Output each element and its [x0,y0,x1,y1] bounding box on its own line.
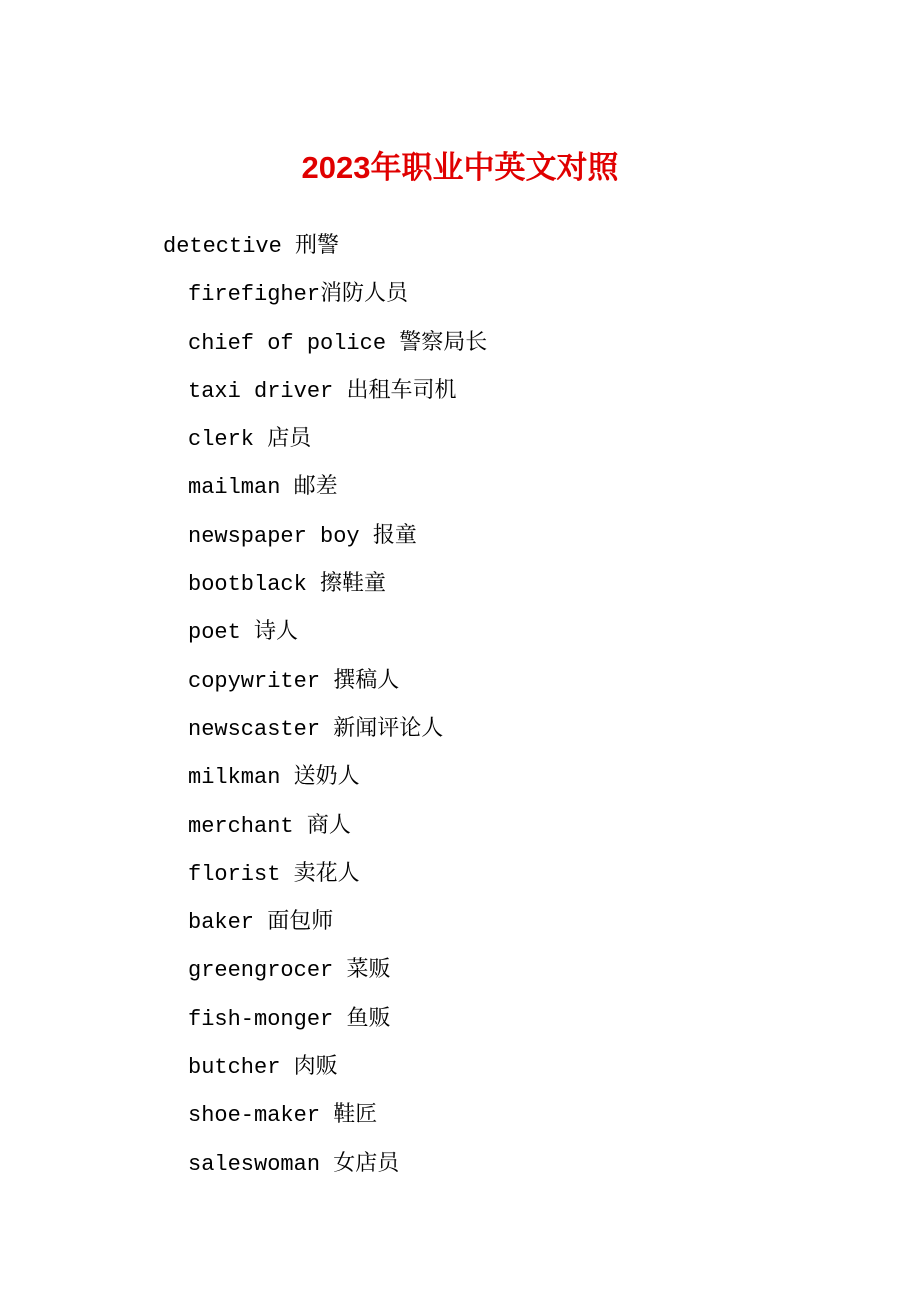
list-item [0,1144,920,1192]
english-term: taxi driver [188,378,347,404]
chinese-term: 出租车司机 [346,377,457,403]
chinese-term: 鞋匠 [333,1102,378,1128]
list-item [0,564,920,612]
chinese-term: 女店员 [333,1150,400,1176]
chinese-term: 报童 [372,522,417,548]
list-item [0,226,920,274]
chinese-term: 消防人员 [320,281,409,307]
chinese-term: 送奶人 [293,764,360,790]
english-term: mailman [188,475,294,501]
english-term: bootblack [188,572,321,598]
list-item [0,419,920,467]
list-item [0,999,920,1047]
list-item [0,323,920,371]
english-term: newscaster [188,716,334,742]
english-term: saleswoman [188,1151,334,1177]
english-term: poet [188,620,255,646]
list-item [0,757,920,805]
list-item [0,371,920,419]
english-term: detective [163,234,296,259]
chinese-term: 菜贩 [346,957,391,983]
chinese-term: 警察局长 [399,329,488,355]
english-term: baker [188,910,268,936]
list-item [0,806,920,854]
list-item [0,467,920,515]
list-item [0,661,920,709]
list-item [0,1095,920,1143]
chinese-term: 诗人 [254,619,299,645]
list-item [0,854,920,902]
chinese-term: 撰稿人 [333,667,400,693]
english-term: copywriter [188,668,334,694]
chinese-term: 擦鞋童 [320,571,387,597]
english-term: fish-monger [188,1006,347,1032]
list-item [0,274,920,322]
english-term: clerk [188,427,268,453]
english-term: firefigher [188,282,321,308]
english-term: butcher [188,1055,294,1081]
list-item [0,516,920,564]
list-item [0,1047,920,1095]
english-term: chief of police [188,330,400,356]
chinese-term: 商人 [306,812,351,838]
chinese-term: 肉贩 [293,1054,338,1080]
chinese-term: 卖花人 [293,860,360,886]
list-item [0,709,920,757]
chinese-term: 鱼贩 [346,1005,391,1031]
chinese-term: 刑警 [295,233,340,258]
english-term: milkman [188,765,294,791]
list-item [0,612,920,660]
chinese-term: 店员 [267,426,312,452]
list-item [0,950,920,998]
occupation-list [0,226,920,1192]
chinese-term: 邮差 [293,474,338,500]
english-term: merchant [188,813,307,839]
english-term: greengrocer [188,958,347,984]
english-term: florist [188,861,294,887]
english-term: newspaper boy [188,523,373,549]
chinese-term: 面包师 [267,909,334,935]
list-item [0,902,920,950]
english-term: shoe-maker [188,1103,334,1129]
chinese-term: 新闻评论人 [333,715,444,741]
document-title: 2023年职业中英文对照 [301,150,619,185]
